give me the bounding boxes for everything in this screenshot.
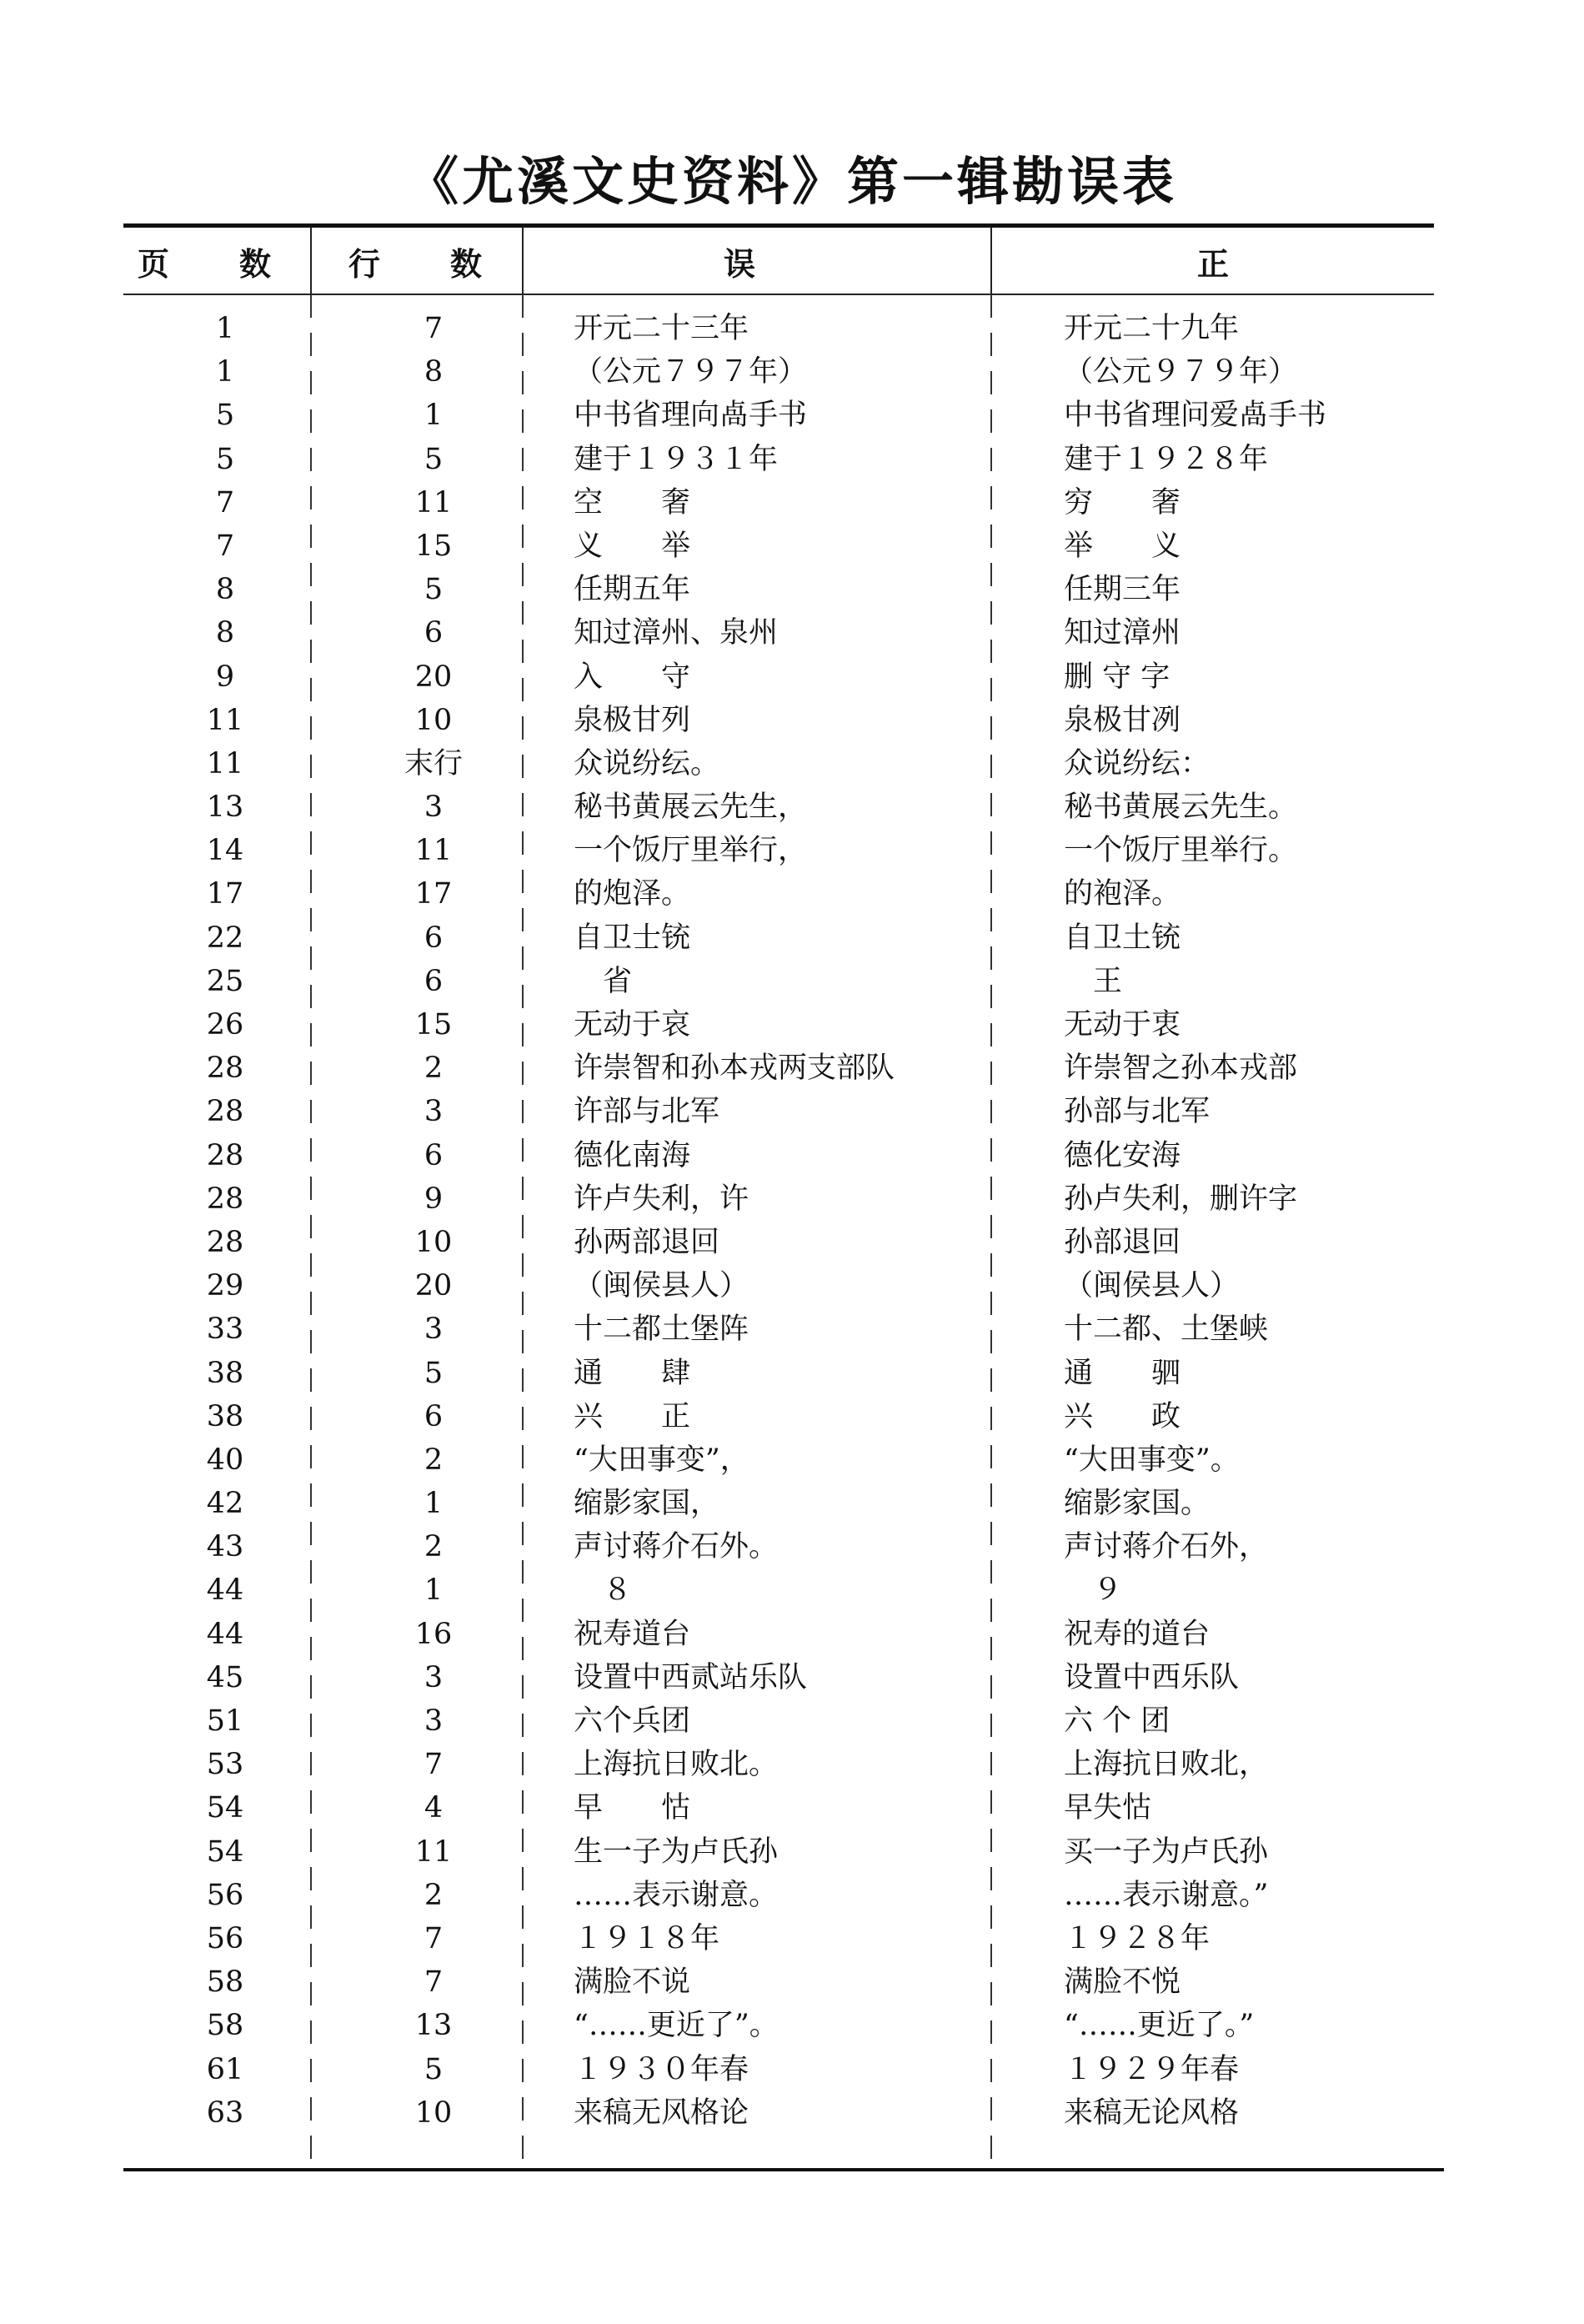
line-cell: 16 — [414, 1617, 453, 1651]
correct-cell: （闽侯县人） — [1064, 1269, 1240, 1303]
correct-cell: 声讨蒋介石外， — [1064, 1530, 1269, 1564]
correct-cell: 满脸不悦 — [1064, 1965, 1181, 2000]
page-cell: 13 — [206, 791, 244, 825]
table-row — [123, 916, 1441, 960]
page-cell: 7 — [215, 529, 235, 563]
errata-table — [123, 307, 1441, 2135]
line-cell: 13 — [414, 2009, 453, 2043]
table-row — [123, 872, 1441, 916]
correct-cell: ９ — [1064, 1574, 1123, 1608]
table-row — [123, 1047, 1441, 1090]
wrong-cell: 许部与北军 — [574, 1095, 720, 1129]
header-line-char-2: 数 — [449, 244, 482, 283]
line-cell: 7 — [424, 312, 444, 345]
correct-cell: 德化安海 — [1064, 1138, 1181, 1172]
correct-cell: 开元二十九年 — [1064, 312, 1240, 345]
table-row — [123, 1438, 1441, 1482]
page-cell: 44 — [206, 1574, 244, 1608]
wrong-cell: 孙两部退回 — [574, 1225, 720, 1259]
table-row — [123, 1525, 1441, 1569]
wrong-cell: 无动于哀 — [574, 1008, 691, 1042]
wrong-cell: 缩影家国， — [574, 1487, 720, 1521]
page-cell: 45 — [206, 1660, 244, 1694]
line-cell: 6 — [424, 1138, 444, 1172]
correct-cell: 自卫土铳 — [1064, 921, 1181, 955]
correct-cell: 无动于衷 — [1064, 1008, 1181, 1042]
table-row — [123, 655, 1441, 699]
table-row — [123, 1134, 1441, 1177]
correct-cell: １９２９年春 — [1064, 2052, 1240, 2086]
wrong-cell: 众说纷纭。 — [574, 746, 720, 781]
correct-cell: 泉极甘冽 — [1064, 703, 1181, 737]
wrong-cell: 建于１９３１年 — [574, 442, 779, 476]
wrong-cell: 设置中西贰站乐队 — [574, 1660, 808, 1694]
wrong-cell: 祝寿道台 — [574, 1617, 691, 1651]
correct-cell: 王 — [1064, 964, 1123, 998]
table-row — [123, 960, 1441, 1003]
line-cell: 2 — [424, 1530, 444, 1564]
line-cell: 2 — [424, 1878, 444, 1912]
page-cell: 8 — [215, 573, 235, 607]
wrong-cell: 满脸不说 — [574, 1965, 691, 2000]
header-page-char-2: 数 — [238, 244, 271, 283]
wrong-cell: ８ — [574, 1574, 633, 1608]
correct-cell: 建于１９２８年 — [1064, 442, 1269, 476]
table-row — [123, 350, 1441, 394]
line-cell: 7 — [424, 1921, 444, 1955]
wrong-cell: （公元７９７年） — [574, 355, 808, 389]
line-cell: 5 — [424, 442, 444, 476]
wrong-cell: 许崇智和孙本戎两支部队 — [574, 1052, 895, 1086]
table-row — [123, 1352, 1441, 1395]
line-cell: 10 — [414, 1225, 453, 1259]
line-cell: 7 — [424, 1748, 444, 1782]
table-row — [123, 611, 1441, 655]
wrong-cell: 德化南海 — [574, 1138, 691, 1172]
line-cell: 1 — [424, 399, 444, 433]
page-cell: 1 — [215, 355, 235, 389]
page-cell: 9 — [215, 660, 235, 694]
correct-cell: 十二都、土堡峡 — [1064, 1313, 1269, 1347]
page-cell: 33 — [206, 1313, 244, 1347]
wrong-cell: “大田事变”， — [574, 1443, 749, 1477]
page-cell: 51 — [206, 1704, 244, 1738]
header-rule — [123, 294, 1434, 295]
line-cell: 2 — [424, 1052, 444, 1086]
table-row — [123, 1786, 1441, 1830]
correct-cell: 许崇智之孙本戎部 — [1064, 1052, 1298, 1086]
wrong-cell: 通 肆 — [574, 1356, 691, 1390]
line-cell: 15 — [414, 529, 453, 563]
page-cell: 28 — [206, 1138, 244, 1172]
wrong-cell: ……表示谢意。 — [574, 1878, 779, 1912]
table-row — [123, 1395, 1441, 1438]
page-cell: 7 — [215, 485, 235, 520]
page-cell: 5 — [215, 399, 235, 433]
table-row — [123, 829, 1441, 872]
correct-cell: 兴 政 — [1064, 1399, 1181, 1433]
wrong-cell: 来稿无风格论 — [574, 2096, 749, 2130]
table-row — [123, 2004, 1441, 2047]
page-cell: 22 — [206, 921, 244, 955]
correct-cell: 穷 奢 — [1064, 485, 1181, 520]
correct-cell: 上海抗日败北， — [1064, 1748, 1269, 1782]
correct-cell: 任期三年 — [1064, 573, 1181, 607]
correct-cell: 举 义 — [1064, 529, 1181, 563]
wrong-cell: 自卫士铳 — [574, 921, 691, 955]
line-cell: 8 — [424, 355, 444, 389]
wrong-cell: 开元二十三年 — [574, 312, 749, 345]
wrong-cell: 泉极甘列 — [574, 703, 691, 737]
page-cell: 61 — [206, 2052, 244, 2086]
header-page-char-1: 页 — [138, 244, 170, 283]
correct-cell: 孙部退回 — [1064, 1225, 1181, 1259]
table-row — [123, 2091, 1441, 2135]
correct-cell: 设置中西乐队 — [1064, 1660, 1240, 1694]
page-cell: 42 — [206, 1487, 244, 1521]
table-row — [123, 1960, 1441, 2004]
table-row — [123, 1613, 1441, 1656]
page-cell: 43 — [206, 1530, 244, 1564]
correct-cell: １９２８年 — [1064, 1921, 1211, 1955]
line-cell: 3 — [424, 1313, 444, 1347]
table-row — [123, 481, 1441, 525]
wrong-cell: 秘书黄展云先生， — [574, 791, 808, 825]
page-cell: 25 — [206, 964, 244, 998]
table-row — [123, 1090, 1441, 1133]
page-cell: 28 — [206, 1225, 244, 1259]
wrong-cell: 空 奢 — [574, 485, 691, 520]
line-cell: 6 — [424, 964, 444, 998]
table-row — [123, 1569, 1441, 1612]
correct-cell: 通 驷 — [1064, 1356, 1181, 1390]
line-cell: 3 — [424, 1660, 444, 1694]
wrong-cell: 兴 正 — [574, 1399, 691, 1433]
correct-cell: 秘书黄展云先生。 — [1064, 791, 1298, 825]
wrong-cell: 省 — [574, 964, 633, 998]
table-row — [123, 1482, 1441, 1525]
table-row — [123, 525, 1441, 568]
table-row — [123, 1308, 1441, 1351]
line-cell: 10 — [414, 703, 453, 737]
page-cell: 44 — [206, 1617, 244, 1651]
line-cell: 6 — [424, 921, 444, 955]
table-row — [123, 1264, 1441, 1308]
page-cell: 28 — [206, 1182, 244, 1216]
header-wrong: 误 — [724, 244, 756, 283]
line-cell: 5 — [424, 2052, 444, 2086]
line-cell: 7 — [424, 1965, 444, 2000]
wrong-cell: 早 怙 — [574, 1791, 691, 1825]
page-cell: 56 — [206, 1921, 244, 1955]
table-row — [123, 394, 1441, 437]
line-cell: 15 — [414, 1008, 453, 1042]
page-cell: 28 — [206, 1052, 244, 1086]
bottom-rule — [123, 2168, 1444, 2171]
table-row — [123, 438, 1441, 481]
table-row — [123, 1917, 1441, 1960]
correct-cell: ……表示谢意。” — [1064, 1878, 1269, 1912]
wrong-cell: 许卢失利，许 — [574, 1182, 749, 1216]
page-title: 《尤溪文史资料》第一辑勘误表 — [406, 151, 1177, 212]
page-cell: 1 — [215, 312, 235, 345]
page-cell: 54 — [206, 1791, 244, 1825]
page-cell: 14 — [206, 834, 244, 868]
page-cell: 28 — [206, 1095, 244, 1129]
table-row — [123, 1177, 1441, 1221]
line-cell: 11 — [414, 485, 453, 520]
wrong-cell: 知过漳州、泉州 — [574, 616, 779, 650]
page-cell: 58 — [206, 2009, 244, 2043]
wrong-cell: 入 守 — [574, 660, 691, 694]
correct-cell: “……更近了。” — [1064, 2009, 1255, 2043]
page-cell: 29 — [206, 1269, 244, 1303]
correct-cell: 买一子为卢氏孙 — [1064, 1835, 1269, 1869]
table-row — [123, 1699, 1441, 1743]
header-line — [348, 232, 482, 290]
line-cell: 2 — [424, 1443, 444, 1477]
line-cell: 1 — [424, 1574, 444, 1608]
page-cell: 11 — [206, 746, 244, 781]
correct-cell: 中书省理问爱卨手书 — [1064, 399, 1327, 433]
line-cell: 3 — [424, 1095, 444, 1129]
wrong-cell: １９３０年春 — [574, 2052, 749, 2086]
line-cell: 20 — [414, 660, 453, 694]
table-row — [123, 742, 1441, 786]
page-cell: 56 — [206, 1878, 244, 1912]
line-cell: 6 — [424, 616, 444, 650]
page-cell: 38 — [206, 1399, 244, 1433]
line-cell: 5 — [424, 573, 444, 607]
wrong-cell: 一个饭厅里举行， — [574, 834, 808, 868]
correct-cell: 六 个 团 — [1064, 1704, 1170, 1738]
page-cell: 8 — [215, 616, 235, 650]
table-row — [123, 1003, 1441, 1047]
line-cell: 20 — [414, 1269, 453, 1303]
page-cell: 53 — [206, 1748, 244, 1782]
table-row — [123, 699, 1441, 742]
page-cell: 17 — [206, 877, 244, 911]
page-cell: 63 — [206, 2096, 244, 2130]
wrong-cell: １９１８年 — [574, 1921, 720, 1955]
wrong-cell: 的炮泽。 — [574, 877, 691, 911]
correct-cell: （公元９７９年） — [1064, 355, 1298, 389]
table-row — [123, 1221, 1441, 1264]
page-cell: 54 — [206, 1835, 244, 1869]
line-cell: 3 — [424, 791, 444, 825]
header-page — [138, 232, 271, 290]
line-cell: 6 — [424, 1399, 444, 1433]
header-line-char-1: 行 — [348, 244, 381, 283]
line-cell: 17 — [414, 877, 453, 911]
correct-cell: 孙部与北军 — [1064, 1095, 1211, 1129]
table-row — [123, 786, 1441, 829]
correct-cell: 来稿无论风格 — [1064, 2096, 1240, 2130]
header-right: 正 — [1197, 244, 1230, 283]
wrong-cell: 生一子为卢氏孙 — [574, 1835, 779, 1869]
line-cell: 11 — [414, 834, 453, 868]
table-row — [123, 307, 1441, 350]
line-cell: 1 — [424, 1487, 444, 1521]
wrong-cell: 上海抗日败北。 — [574, 1748, 779, 1782]
page-cell: 5 — [215, 442, 235, 476]
wrong-cell: （闽侯县人） — [574, 1269, 749, 1303]
line-cell: 10 — [414, 2096, 453, 2130]
table-row — [123, 1656, 1441, 1699]
correct-cell: “大田事变”。 — [1064, 1443, 1240, 1477]
line-cell: 3 — [424, 1704, 444, 1738]
wrong-cell: 义 举 — [574, 529, 691, 563]
table-row — [123, 2048, 1441, 2091]
wrong-cell: 六个兵团 — [574, 1704, 691, 1738]
wrong-cell: 十二都土堡阵 — [574, 1313, 749, 1347]
line-cell: 末行 — [404, 746, 463, 781]
page-cell: 26 — [206, 1008, 244, 1042]
table-row — [123, 1743, 1441, 1786]
correct-cell: 的袍泽。 — [1064, 877, 1181, 911]
top-rule — [123, 223, 1434, 228]
page-cell: 38 — [206, 1356, 244, 1390]
line-cell: 5 — [424, 1356, 444, 1390]
page-cell: 11 — [206, 703, 244, 737]
page-cell: 40 — [206, 1443, 244, 1477]
wrong-cell: 声讨蒋介石外。 — [574, 1530, 779, 1564]
wrong-cell: 任期五年 — [574, 573, 691, 607]
correct-cell: 知过漳州 — [1064, 616, 1181, 650]
line-cell: 4 — [424, 1791, 444, 1825]
correct-cell: 缩影家国。 — [1064, 1487, 1211, 1521]
correct-cell: 孙卢失利，删许字 — [1064, 1182, 1298, 1216]
table-row — [123, 1830, 1441, 1874]
wrong-cell: 中书省理向卨手书 — [574, 399, 808, 433]
table-row — [123, 1874, 1441, 1917]
correct-cell: 删 守 字 — [1064, 660, 1170, 694]
correct-cell: 祝寿的道台 — [1064, 1617, 1211, 1651]
line-cell: 11 — [414, 1835, 453, 1869]
table-row — [123, 568, 1441, 611]
correct-cell: 众说纷纭： — [1064, 746, 1211, 781]
wrong-cell: “……更近了”。 — [574, 2009, 779, 2043]
line-cell: 9 — [424, 1182, 444, 1216]
page-cell: 58 — [206, 1965, 244, 2000]
correct-cell: 一个饭厅里举行。 — [1064, 834, 1298, 868]
correct-cell: 早失怙 — [1064, 1791, 1152, 1825]
